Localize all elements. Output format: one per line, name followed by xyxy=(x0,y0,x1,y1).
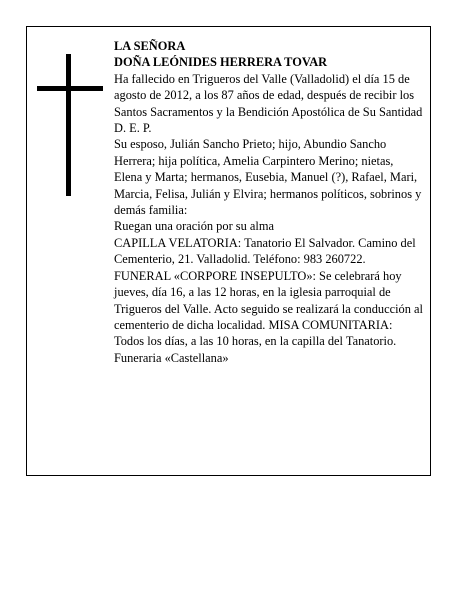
funeral-home: Funeraria «Castellana» xyxy=(114,350,229,365)
deceased-name: DOÑA LEÓNIDES HERRERA TOVAR xyxy=(114,55,328,70)
chapel-info: CAPILLA VELATORIA: Tanatorio El Salvador. Camino del Cementerio, 21. Valladolid. Teléfono: 983 260722. xyxy=(114,235,416,267)
prayer-request: Ruegan una oración por su alma xyxy=(114,219,274,234)
funeral-info: FUNERAL «CORPORE INSEPULTO»: Se celebrará hoy jueves, día 16, a las 12 horas, en la iglesia parroquial de Trigueros del Valle. Acto seguido se realizará la conducción al cementerio de dicha localidad. MISA COMUNITARIA: Todos los días, a las 10 horas, en la capilla del Tanatorio. xyxy=(114,268,423,349)
rip-line: D. E. P. xyxy=(114,121,152,136)
cross-vertical-bar xyxy=(66,54,71,196)
family-list: Su esposo, Julián Sancho Prieto; hijo, Abundio Sancho Herrera; hija política, Amelia Carpintero Merino; nietas, Elena y Marta; hermanos, Eusebia, Manuel (?), Rafael, Mari, Marcia, Felisa, Julián y Elvira; hermanos políticos, sobrinos y demás familia: xyxy=(114,137,422,218)
obituary-text xyxy=(114,38,424,366)
death-announcement: Ha fallecido en Trigueros del Valle (Valladolid) el día 15 de agosto de 2012, a los 87 años de edad, después de recibir los Santos Sacramentos y la Bendición Apostólica de Su Santidad xyxy=(114,71,423,119)
notice-title: LA SEÑORA xyxy=(114,39,186,53)
cross-icon xyxy=(37,54,103,196)
cross-horizontal-bar xyxy=(37,86,103,91)
